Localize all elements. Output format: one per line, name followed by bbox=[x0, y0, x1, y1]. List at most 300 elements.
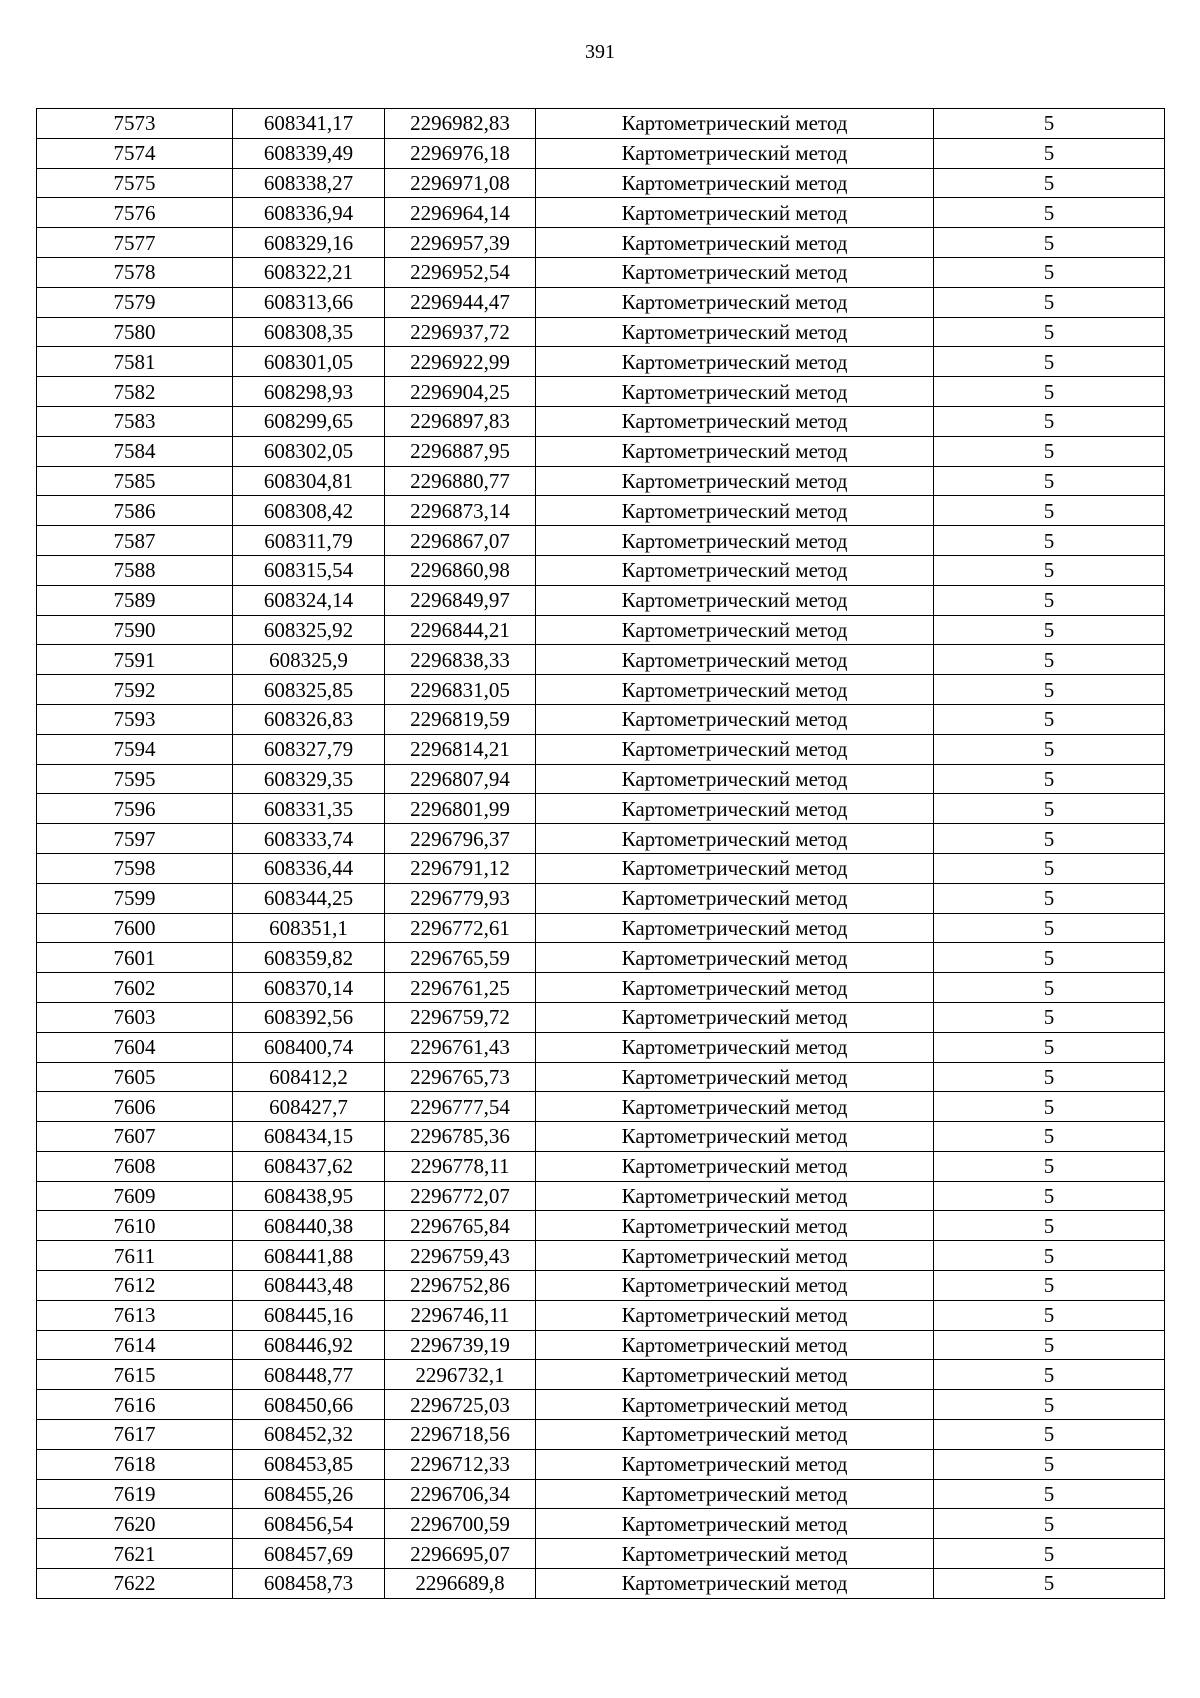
accuracy-cell: 5 bbox=[934, 1241, 1165, 1271]
point-number-cell: 7592 bbox=[37, 675, 233, 705]
coordinates-table-body bbox=[37, 109, 1165, 1599]
method-cell: Картометрический метод bbox=[536, 1420, 934, 1450]
page-number: 391 bbox=[585, 41, 615, 63]
accuracy-cell: 5 bbox=[934, 168, 1165, 198]
x-coordinate-cell: 608412,2 bbox=[233, 1062, 385, 1092]
table-row bbox=[37, 1420, 1165, 1450]
y-coordinate-cell: 2296831,05 bbox=[385, 675, 536, 705]
point-number-cell: 7599 bbox=[37, 883, 233, 913]
method-cell: Картометрический метод bbox=[536, 257, 934, 287]
accuracy-cell: 5 bbox=[934, 1271, 1165, 1301]
method-cell: Картометрический метод bbox=[536, 1151, 934, 1181]
accuracy-cell: 5 bbox=[934, 1122, 1165, 1152]
accuracy-cell: 5 bbox=[934, 675, 1165, 705]
point-number-cell: 7610 bbox=[37, 1211, 233, 1241]
point-number-cell: 7608 bbox=[37, 1151, 233, 1181]
table-row bbox=[37, 1300, 1165, 1330]
accuracy-cell: 5 bbox=[934, 257, 1165, 287]
point-number-cell: 7576 bbox=[37, 198, 233, 228]
x-coordinate-cell: 608370,14 bbox=[233, 973, 385, 1003]
y-coordinate-cell: 2296873,14 bbox=[385, 496, 536, 526]
point-number-cell: 7609 bbox=[37, 1181, 233, 1211]
y-coordinate-cell: 2296772,61 bbox=[385, 913, 536, 943]
x-coordinate-cell: 608427,7 bbox=[233, 1092, 385, 1122]
x-coordinate-cell: 608453,85 bbox=[233, 1449, 385, 1479]
accuracy-cell: 5 bbox=[934, 1032, 1165, 1062]
y-coordinate-cell: 2296897,83 bbox=[385, 406, 536, 436]
x-coordinate-cell: 608455,26 bbox=[233, 1479, 385, 1509]
method-cell: Картометрический метод bbox=[536, 1122, 934, 1152]
x-coordinate-cell: 608311,79 bbox=[233, 526, 385, 556]
point-number-cell: 7579 bbox=[37, 287, 233, 317]
table-row bbox=[37, 168, 1165, 198]
point-number-cell: 7574 bbox=[37, 138, 233, 168]
table-row bbox=[37, 347, 1165, 377]
method-cell: Картометрический метод bbox=[536, 317, 934, 347]
accuracy-cell: 5 bbox=[934, 704, 1165, 734]
point-number-cell: 7577 bbox=[37, 228, 233, 258]
y-coordinate-cell: 2296838,33 bbox=[385, 645, 536, 675]
point-number-cell: 7588 bbox=[37, 555, 233, 585]
table-row bbox=[37, 1151, 1165, 1181]
point-number-cell: 7573 bbox=[37, 109, 233, 139]
y-coordinate-cell: 2296937,72 bbox=[385, 317, 536, 347]
accuracy-cell: 5 bbox=[934, 734, 1165, 764]
accuracy-cell: 5 bbox=[934, 943, 1165, 973]
method-cell: Картометрический метод bbox=[536, 1181, 934, 1211]
point-number-cell: 7584 bbox=[37, 436, 233, 466]
table-row bbox=[37, 853, 1165, 883]
x-coordinate-cell: 608301,05 bbox=[233, 347, 385, 377]
accuracy-cell: 5 bbox=[934, 228, 1165, 258]
table-row bbox=[37, 466, 1165, 496]
point-number-cell: 7611 bbox=[37, 1241, 233, 1271]
table-row bbox=[37, 734, 1165, 764]
point-number-cell: 7621 bbox=[37, 1539, 233, 1569]
y-coordinate-cell: 2296964,14 bbox=[385, 198, 536, 228]
table-row bbox=[37, 1449, 1165, 1479]
x-coordinate-cell: 608327,79 bbox=[233, 734, 385, 764]
method-cell: Картометрический метод bbox=[536, 436, 934, 466]
x-coordinate-cell: 608308,35 bbox=[233, 317, 385, 347]
x-coordinate-cell: 608331,35 bbox=[233, 794, 385, 824]
accuracy-cell: 5 bbox=[934, 436, 1165, 466]
point-number-cell: 7598 bbox=[37, 853, 233, 883]
method-cell: Картометрический метод bbox=[536, 1092, 934, 1122]
y-coordinate-cell: 2296778,11 bbox=[385, 1151, 536, 1181]
table-row bbox=[37, 1271, 1165, 1301]
x-coordinate-cell: 608324,14 bbox=[233, 585, 385, 615]
table-row bbox=[37, 794, 1165, 824]
table-row bbox=[37, 436, 1165, 466]
accuracy-cell: 5 bbox=[934, 1211, 1165, 1241]
x-coordinate-cell: 608351,1 bbox=[233, 913, 385, 943]
table-row bbox=[37, 973, 1165, 1003]
y-coordinate-cell: 2296814,21 bbox=[385, 734, 536, 764]
point-number-cell: 7607 bbox=[37, 1122, 233, 1152]
method-cell: Картометрический метод bbox=[536, 1300, 934, 1330]
point-number-cell: 7596 bbox=[37, 794, 233, 824]
table-row bbox=[37, 1181, 1165, 1211]
table-row bbox=[37, 1241, 1165, 1271]
y-coordinate-cell: 2296772,07 bbox=[385, 1181, 536, 1211]
method-cell: Картометрический метод bbox=[536, 853, 934, 883]
accuracy-cell: 5 bbox=[934, 1569, 1165, 1599]
accuracy-cell: 5 bbox=[934, 1509, 1165, 1539]
accuracy-cell: 5 bbox=[934, 853, 1165, 883]
y-coordinate-cell: 2296819,59 bbox=[385, 704, 536, 734]
method-cell: Картометрический метод bbox=[536, 109, 934, 139]
table-row bbox=[37, 1390, 1165, 1420]
accuracy-cell: 5 bbox=[934, 913, 1165, 943]
x-coordinate-cell: 608434,15 bbox=[233, 1122, 385, 1152]
method-cell: Картометрический метод bbox=[536, 1449, 934, 1479]
table-row bbox=[37, 526, 1165, 556]
y-coordinate-cell: 2296725,03 bbox=[385, 1390, 536, 1420]
method-cell: Картометрический метод bbox=[536, 1271, 934, 1301]
y-coordinate-cell: 2296801,99 bbox=[385, 794, 536, 824]
method-cell: Картометрический метод bbox=[536, 1509, 934, 1539]
table-row bbox=[37, 675, 1165, 705]
x-coordinate-cell: 608325,92 bbox=[233, 615, 385, 645]
accuracy-cell: 5 bbox=[934, 1449, 1165, 1479]
y-coordinate-cell: 2296759,43 bbox=[385, 1241, 536, 1271]
table-row bbox=[37, 257, 1165, 287]
method-cell: Картометрический метод bbox=[536, 1390, 934, 1420]
y-coordinate-cell: 2296700,59 bbox=[385, 1509, 536, 1539]
accuracy-cell: 5 bbox=[934, 138, 1165, 168]
y-coordinate-cell: 2296765,84 bbox=[385, 1211, 536, 1241]
point-number-cell: 7581 bbox=[37, 347, 233, 377]
table-row bbox=[37, 198, 1165, 228]
method-cell: Картометрический метод bbox=[536, 1032, 934, 1062]
point-number-cell: 7585 bbox=[37, 466, 233, 496]
y-coordinate-cell: 2296849,97 bbox=[385, 585, 536, 615]
method-cell: Картометрический метод bbox=[536, 585, 934, 615]
y-coordinate-cell: 2296706,34 bbox=[385, 1479, 536, 1509]
y-coordinate-cell: 2296718,56 bbox=[385, 1420, 536, 1450]
y-coordinate-cell: 2296695,07 bbox=[385, 1539, 536, 1569]
table-row bbox=[37, 1330, 1165, 1360]
method-cell: Картометрический метод bbox=[536, 943, 934, 973]
method-cell: Картометрический метод bbox=[536, 1062, 934, 1092]
method-cell: Картометрический метод bbox=[536, 1539, 934, 1569]
x-coordinate-cell: 608443,48 bbox=[233, 1271, 385, 1301]
table-row bbox=[37, 824, 1165, 854]
point-number-cell: 7578 bbox=[37, 257, 233, 287]
x-coordinate-cell: 608438,95 bbox=[233, 1181, 385, 1211]
x-coordinate-cell: 608441,88 bbox=[233, 1241, 385, 1271]
method-cell: Картометрический метод bbox=[536, 645, 934, 675]
method-cell: Картометрический метод bbox=[536, 675, 934, 705]
point-number-cell: 7590 bbox=[37, 615, 233, 645]
point-number-cell: 7589 bbox=[37, 585, 233, 615]
x-coordinate-cell: 608313,66 bbox=[233, 287, 385, 317]
accuracy-cell: 5 bbox=[934, 555, 1165, 585]
method-cell: Картометрический метод bbox=[536, 913, 934, 943]
method-cell: Картометрический метод bbox=[536, 734, 934, 764]
table-row bbox=[37, 1002, 1165, 1032]
accuracy-cell: 5 bbox=[934, 645, 1165, 675]
accuracy-cell: 5 bbox=[934, 1479, 1165, 1509]
method-cell: Картометрический метод bbox=[536, 1360, 934, 1390]
table-row bbox=[37, 645, 1165, 675]
x-coordinate-cell: 608336,44 bbox=[233, 853, 385, 883]
y-coordinate-cell: 2296922,99 bbox=[385, 347, 536, 377]
x-coordinate-cell: 608448,77 bbox=[233, 1360, 385, 1390]
x-coordinate-cell: 608329,16 bbox=[233, 228, 385, 258]
table-row bbox=[37, 1032, 1165, 1062]
y-coordinate-cell: 2296807,94 bbox=[385, 764, 536, 794]
accuracy-cell: 5 bbox=[934, 347, 1165, 377]
accuracy-cell: 5 bbox=[934, 109, 1165, 139]
x-coordinate-cell: 608308,42 bbox=[233, 496, 385, 526]
x-coordinate-cell: 608322,21 bbox=[233, 257, 385, 287]
accuracy-cell: 5 bbox=[934, 1300, 1165, 1330]
accuracy-cell: 5 bbox=[934, 287, 1165, 317]
point-number-cell: 7586 bbox=[37, 496, 233, 526]
accuracy-cell: 5 bbox=[934, 466, 1165, 496]
x-coordinate-cell: 608338,27 bbox=[233, 168, 385, 198]
table-row bbox=[37, 228, 1165, 258]
accuracy-cell: 5 bbox=[934, 377, 1165, 407]
accuracy-cell: 5 bbox=[934, 1360, 1165, 1390]
point-number-cell: 7615 bbox=[37, 1360, 233, 1390]
x-coordinate-cell: 608315,54 bbox=[233, 555, 385, 585]
y-coordinate-cell: 2296739,19 bbox=[385, 1330, 536, 1360]
y-coordinate-cell: 2296689,8 bbox=[385, 1569, 536, 1599]
accuracy-cell: 5 bbox=[934, 1420, 1165, 1450]
x-coordinate-cell: 608329,35 bbox=[233, 764, 385, 794]
point-number-cell: 7605 bbox=[37, 1062, 233, 1092]
y-coordinate-cell: 2296712,33 bbox=[385, 1449, 536, 1479]
y-coordinate-cell: 2296976,18 bbox=[385, 138, 536, 168]
y-coordinate-cell: 2296785,36 bbox=[385, 1122, 536, 1152]
point-number-cell: 7604 bbox=[37, 1032, 233, 1062]
point-number-cell: 7622 bbox=[37, 1569, 233, 1599]
method-cell: Картометрический метод bbox=[536, 824, 934, 854]
point-number-cell: 7593 bbox=[37, 704, 233, 734]
table-row bbox=[37, 1122, 1165, 1152]
accuracy-cell: 5 bbox=[934, 1062, 1165, 1092]
x-coordinate-cell: 608326,83 bbox=[233, 704, 385, 734]
method-cell: Картометрический метод bbox=[536, 1330, 934, 1360]
y-coordinate-cell: 2296796,37 bbox=[385, 824, 536, 854]
accuracy-cell: 5 bbox=[934, 317, 1165, 347]
table-row bbox=[37, 1211, 1165, 1241]
method-cell: Картометрический метод bbox=[536, 1479, 934, 1509]
point-number-cell: 7617 bbox=[37, 1420, 233, 1450]
x-coordinate-cell: 608456,54 bbox=[233, 1509, 385, 1539]
x-coordinate-cell: 608298,93 bbox=[233, 377, 385, 407]
table-row bbox=[37, 555, 1165, 585]
y-coordinate-cell: 2296791,12 bbox=[385, 853, 536, 883]
table-row bbox=[37, 138, 1165, 168]
method-cell: Картометрический метод bbox=[536, 168, 934, 198]
x-coordinate-cell: 608445,16 bbox=[233, 1300, 385, 1330]
method-cell: Картометрический метод bbox=[536, 406, 934, 436]
x-coordinate-cell: 608452,32 bbox=[233, 1420, 385, 1450]
coordinates-table bbox=[36, 108, 1165, 1599]
accuracy-cell: 5 bbox=[934, 406, 1165, 436]
accuracy-cell: 5 bbox=[934, 1092, 1165, 1122]
x-coordinate-cell: 608325,9 bbox=[233, 645, 385, 675]
point-number-cell: 7597 bbox=[37, 824, 233, 854]
x-coordinate-cell: 608339,49 bbox=[233, 138, 385, 168]
x-coordinate-cell: 608333,74 bbox=[233, 824, 385, 854]
y-coordinate-cell: 2296779,93 bbox=[385, 883, 536, 913]
accuracy-cell: 5 bbox=[934, 526, 1165, 556]
accuracy-cell: 5 bbox=[934, 1151, 1165, 1181]
accuracy-cell: 5 bbox=[934, 764, 1165, 794]
table-row bbox=[37, 1509, 1165, 1539]
x-coordinate-cell: 608440,38 bbox=[233, 1211, 385, 1241]
point-number-cell: 7618 bbox=[37, 1449, 233, 1479]
table-row bbox=[37, 1569, 1165, 1599]
x-coordinate-cell: 608304,81 bbox=[233, 466, 385, 496]
x-coordinate-cell: 608341,17 bbox=[233, 109, 385, 139]
method-cell: Картометрический метод bbox=[536, 496, 934, 526]
x-coordinate-cell: 608458,73 bbox=[233, 1569, 385, 1599]
method-cell: Картометрический метод bbox=[536, 526, 934, 556]
point-number-cell: 7575 bbox=[37, 168, 233, 198]
point-number-cell: 7614 bbox=[37, 1330, 233, 1360]
table-row bbox=[37, 109, 1165, 139]
table-row bbox=[37, 1479, 1165, 1509]
accuracy-cell: 5 bbox=[934, 615, 1165, 645]
table-row bbox=[37, 615, 1165, 645]
table-row bbox=[37, 764, 1165, 794]
method-cell: Картометрический метод bbox=[536, 973, 934, 1003]
point-number-cell: 7595 bbox=[37, 764, 233, 794]
y-coordinate-cell: 2296752,86 bbox=[385, 1271, 536, 1301]
y-coordinate-cell: 2296844,21 bbox=[385, 615, 536, 645]
method-cell: Картометрический метод bbox=[536, 287, 934, 317]
method-cell: Картометрический метод bbox=[536, 794, 934, 824]
y-coordinate-cell: 2296887,95 bbox=[385, 436, 536, 466]
method-cell: Картометрический метод bbox=[536, 883, 934, 913]
table-row bbox=[37, 1360, 1165, 1390]
point-number-cell: 7600 bbox=[37, 913, 233, 943]
method-cell: Картометрический метод bbox=[536, 704, 934, 734]
point-number-cell: 7613 bbox=[37, 1300, 233, 1330]
table-row bbox=[37, 406, 1165, 436]
point-number-cell: 7583 bbox=[37, 406, 233, 436]
method-cell: Картометрический метод bbox=[536, 1002, 934, 1032]
x-coordinate-cell: 608400,74 bbox=[233, 1032, 385, 1062]
y-coordinate-cell: 2296761,43 bbox=[385, 1032, 536, 1062]
x-coordinate-cell: 608336,94 bbox=[233, 198, 385, 228]
point-number-cell: 7619 bbox=[37, 1479, 233, 1509]
y-coordinate-cell: 2296957,39 bbox=[385, 228, 536, 258]
point-number-cell: 7582 bbox=[37, 377, 233, 407]
x-coordinate-cell: 608450,66 bbox=[233, 1390, 385, 1420]
accuracy-cell: 5 bbox=[934, 824, 1165, 854]
method-cell: Картометрический метод bbox=[536, 615, 934, 645]
x-coordinate-cell: 608457,69 bbox=[233, 1539, 385, 1569]
y-coordinate-cell: 2296944,47 bbox=[385, 287, 536, 317]
y-coordinate-cell: 2296952,54 bbox=[385, 257, 536, 287]
y-coordinate-cell: 2296860,98 bbox=[385, 555, 536, 585]
table-row bbox=[37, 287, 1165, 317]
method-cell: Картометрический метод bbox=[536, 138, 934, 168]
table-row bbox=[37, 377, 1165, 407]
method-cell: Картометрический метод bbox=[536, 347, 934, 377]
x-coordinate-cell: 608344,25 bbox=[233, 883, 385, 913]
y-coordinate-cell: 2296765,59 bbox=[385, 943, 536, 973]
y-coordinate-cell: 2296982,83 bbox=[385, 109, 536, 139]
accuracy-cell: 5 bbox=[934, 1390, 1165, 1420]
point-number-cell: 7603 bbox=[37, 1002, 233, 1032]
method-cell: Картометрический метод bbox=[536, 555, 934, 585]
y-coordinate-cell: 2296765,73 bbox=[385, 1062, 536, 1092]
table-row bbox=[37, 496, 1165, 526]
accuracy-cell: 5 bbox=[934, 883, 1165, 913]
accuracy-cell: 5 bbox=[934, 1002, 1165, 1032]
point-number-cell: 7612 bbox=[37, 1271, 233, 1301]
table-row bbox=[37, 913, 1165, 943]
accuracy-cell: 5 bbox=[934, 1181, 1165, 1211]
point-number-cell: 7606 bbox=[37, 1092, 233, 1122]
method-cell: Картометрический метод bbox=[536, 1241, 934, 1271]
accuracy-cell: 5 bbox=[934, 585, 1165, 615]
x-coordinate-cell: 608446,92 bbox=[233, 1330, 385, 1360]
point-number-cell: 7591 bbox=[37, 645, 233, 675]
y-coordinate-cell: 2296746,11 bbox=[385, 1300, 536, 1330]
accuracy-cell: 5 bbox=[934, 973, 1165, 1003]
y-coordinate-cell: 2296777,54 bbox=[385, 1092, 536, 1122]
x-coordinate-cell: 608325,85 bbox=[233, 675, 385, 705]
accuracy-cell: 5 bbox=[934, 198, 1165, 228]
accuracy-cell: 5 bbox=[934, 794, 1165, 824]
table-row bbox=[37, 317, 1165, 347]
y-coordinate-cell: 2296971,08 bbox=[385, 168, 536, 198]
point-number-cell: 7594 bbox=[37, 734, 233, 764]
method-cell: Картометрический метод bbox=[536, 764, 934, 794]
point-number-cell: 7601 bbox=[37, 943, 233, 973]
y-coordinate-cell: 2296880,77 bbox=[385, 466, 536, 496]
x-coordinate-cell: 608392,56 bbox=[233, 1002, 385, 1032]
table-row bbox=[37, 585, 1165, 615]
x-coordinate-cell: 608437,62 bbox=[233, 1151, 385, 1181]
y-coordinate-cell: 2296761,25 bbox=[385, 973, 536, 1003]
table-row bbox=[37, 1539, 1165, 1569]
y-coordinate-cell: 2296759,72 bbox=[385, 1002, 536, 1032]
method-cell: Картометрический метод bbox=[536, 377, 934, 407]
method-cell: Картометрический метод bbox=[536, 466, 934, 496]
point-number-cell: 7616 bbox=[37, 1390, 233, 1420]
table-row bbox=[37, 943, 1165, 973]
table-row bbox=[37, 883, 1165, 913]
point-number-cell: 7602 bbox=[37, 973, 233, 1003]
point-number-cell: 7580 bbox=[37, 317, 233, 347]
y-coordinate-cell: 2296867,07 bbox=[385, 526, 536, 556]
y-coordinate-cell: 2296732,1 bbox=[385, 1360, 536, 1390]
table-row bbox=[37, 704, 1165, 734]
x-coordinate-cell: 608302,05 bbox=[233, 436, 385, 466]
method-cell: Картометрический метод bbox=[536, 228, 934, 258]
method-cell: Картометрический метод bbox=[536, 1569, 934, 1599]
table-row bbox=[37, 1092, 1165, 1122]
point-number-cell: 7620 bbox=[37, 1509, 233, 1539]
accuracy-cell: 5 bbox=[934, 1330, 1165, 1360]
accuracy-cell: 5 bbox=[934, 496, 1165, 526]
accuracy-cell: 5 bbox=[934, 1539, 1165, 1569]
y-coordinate-cell: 2296904,25 bbox=[385, 377, 536, 407]
x-coordinate-cell: 608299,65 bbox=[233, 406, 385, 436]
table-row bbox=[37, 1062, 1165, 1092]
x-coordinate-cell: 608359,82 bbox=[233, 943, 385, 973]
